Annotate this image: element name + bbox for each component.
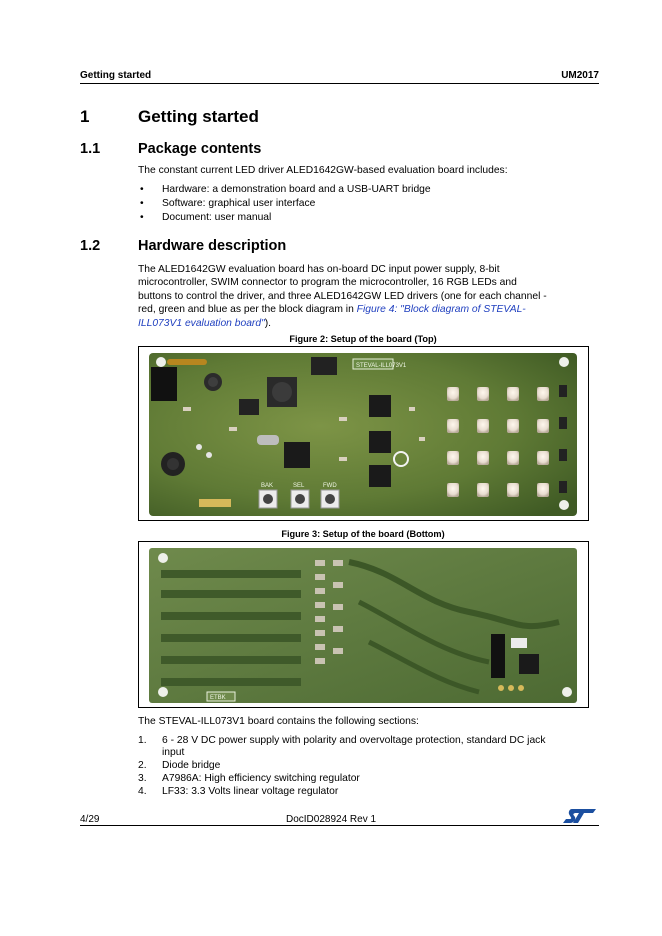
bullet-dot: •	[140, 198, 144, 209]
bullet-dot: •	[140, 184, 144, 195]
button-label-bak: BAK	[261, 483, 274, 489]
paragraph-line	[138, 317, 588, 330]
bullet-dot: •	[140, 212, 144, 223]
bullet-hardware: Hardware: a demonstration board and a USB-UART bridge	[162, 184, 431, 195]
list-item-diode-bridge: Diode bridge	[162, 760, 221, 771]
page-number: 4/29	[80, 814, 100, 825]
list-number: 3.	[138, 773, 147, 784]
running-header-right: UM2017	[561, 70, 599, 81]
list-text: 6 - 28 V DC power supply with polarity and overvoltage protection, standard DC jack	[162, 735, 546, 746]
list-item-power-supply	[162, 735, 592, 760]
list-number: 4.	[138, 786, 147, 797]
list-item-switching-regulator: A7986A: High efficiency switching regulator	[162, 773, 360, 784]
list-number: 2.	[138, 760, 147, 771]
figure-2-caption: Figure 2: Setup of the board (Top)	[289, 334, 437, 344]
board-top-photo	[139, 347, 588, 520]
bullet-document: Document: user manual	[162, 212, 272, 223]
section-1-1-number: 1.1	[80, 141, 101, 157]
sections-intro: The STEVAL-ILL073V1 board contains the following sections:	[138, 716, 419, 727]
list-text-continued: input	[162, 747, 185, 759]
section-1-number: 1	[80, 107, 90, 126]
pcb-buttons	[259, 490, 339, 508]
list-item-linear-regulator: LF33: 3.3 Volts linear voltage regulator	[162, 786, 339, 797]
document-id: DocID028924 Rev 1	[286, 814, 377, 825]
paragraph-line: buttons to control the driver, and three ALED1642GW LED drivers (one for each channel -	[138, 290, 547, 302]
figure-3-caption: Figure 3: Setup of the board (Bottom)	[281, 529, 445, 539]
paragraph-end: ).	[264, 317, 272, 329]
st-logo-icon	[562, 808, 598, 829]
figure-3-frame	[138, 541, 589, 708]
paragraph-line: The ALED1642GW evaluation board has on-board DC input power supply, 8-bit	[138, 264, 500, 275]
button-label-fwd: FWD	[323, 483, 337, 489]
section-1-2-number: 1.2	[80, 238, 101, 254]
paragraph-text: red, green and blue as per the block diagram in	[138, 304, 357, 316]
section-1-2-title: Hardware description	[138, 238, 287, 254]
section-1-1-title: Package contents	[138, 141, 262, 157]
board-label: STEVAL-ILL073V1	[356, 363, 407, 369]
bullet-software: Software: graphical user interface	[162, 198, 316, 209]
header-rule	[80, 83, 599, 84]
paragraph-line: microcontroller, SWIM connector to program the microcontroller, 16 RGB LEDs and	[138, 277, 517, 289]
bottom-board-label: ETBK	[210, 695, 226, 701]
button-label-sel: SEL	[293, 483, 305, 489]
board-bottom-photo	[139, 542, 588, 707]
section-1-title: Getting started	[138, 107, 259, 126]
running-header-left: Getting started	[80, 70, 152, 81]
paragraph-line	[138, 303, 588, 316]
figure-4-link[interactable]: Figure 4: "Block diagram of STEVAL-	[356, 304, 526, 316]
figure-2-frame	[138, 346, 589, 521]
figure-4-link-continued[interactable]: ILL073V1 evaluation board"	[138, 317, 265, 329]
package-intro: The constant current LED driver ALED1642GW-based evaluation board includes:	[138, 165, 508, 176]
hardware-description-paragraph	[138, 263, 588, 330]
list-number: 1.	[138, 735, 147, 746]
